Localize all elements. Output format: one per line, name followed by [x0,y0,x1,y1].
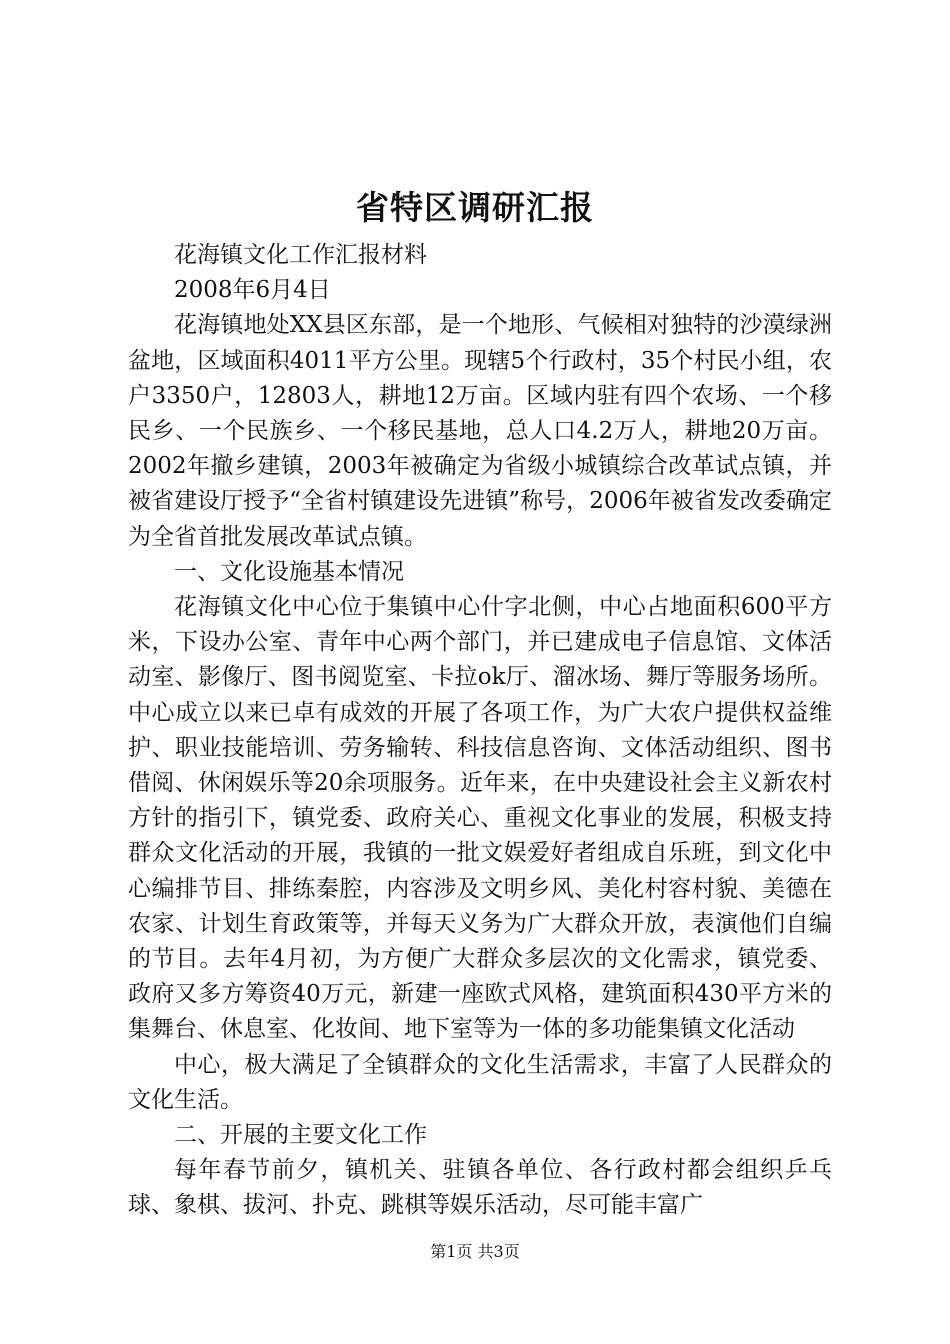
document-body [128,238,832,1224]
body-paragraph: 花海镇文化中心位于集镇中心什字北侧，中心占地面积600平方米，下设办公室、青年中心两个部门，并已建成电子信息馆、文体活动室、影像厅、图书阅览室、卡拉ok厅、溜冰场、舞厅等服务场所。中心成立以来已卓有成效的开展了各项工作，为广大农户提供权益维护、职业技能培训、劳务输转、科技信息咨询、文体活动组织、图书借阅、休闲娱乐等20余项服务。近年来，在中央建设社会主义新农村方针的指引下，镇党委、政府关心、重视文化事业的发展，积极支持群众文化活动的开展，我镇的一批文娱爱好者组成自乐班，到文化中心编排节目、排练秦腔，内容涉及文明乡风、美化村容村貌、美德在农家、计划生育政策等，并每天义务为广大群众开放，表演他们自编的节目。去年4月初，为方便广大群众多层次的文化需求，镇党委、政府又多方筹资40万元，新建一座欧式风格，建筑面积430平方米的集舞台、休息室、化妆间、地下室等为一体的多功能集镇文化活动 [128,594,832,1043]
page-number-footer: 第1页 共3页 [430,1242,520,1261]
subtitle-paragraph: 花海镇文化工作汇报材料 [174,242,427,268]
section-heading: 二、开展的主要文化工作 [174,1122,427,1149]
body-paragraph: 花海镇地处XX县区东部，是一个地形、气候相对独特的沙漠绿洲盆地，区域面积4011平方公里。现辖5个行政村，35个村民小组，农户3350户，12803人，耕地12万亩。区域内驻有四个农场、一个移民乡、一个民族乡、一个移民基地，总人口4.2万人，耕地20万亩。2002年撤乡建镇，2003年被确定为省级小城镇综合改革试点镇，并被省建设厅授予“全省村镇建设先进镇”称号，2006年被省发改委确定为全省首批发展改革试点镇。 [128,312,832,550]
body-paragraph: 每年春节前夕，镇机关、驻镇各单位、各行政村都会组织乒乓球、象棋、拔河、扑克、跳棋等娱乐活动，尽可能丰富广 [128,1157,832,1219]
section-heading: 一、文化设施基本情况 [174,558,404,585]
body-paragraph: 中心，极大满足了全镇群众的文化生活需求，丰富了人民群众的文化生活。 [128,1051,832,1113]
document-title: 省特区调研汇报 [356,188,594,227]
date-paragraph: 2008年6月4日 [174,277,331,304]
